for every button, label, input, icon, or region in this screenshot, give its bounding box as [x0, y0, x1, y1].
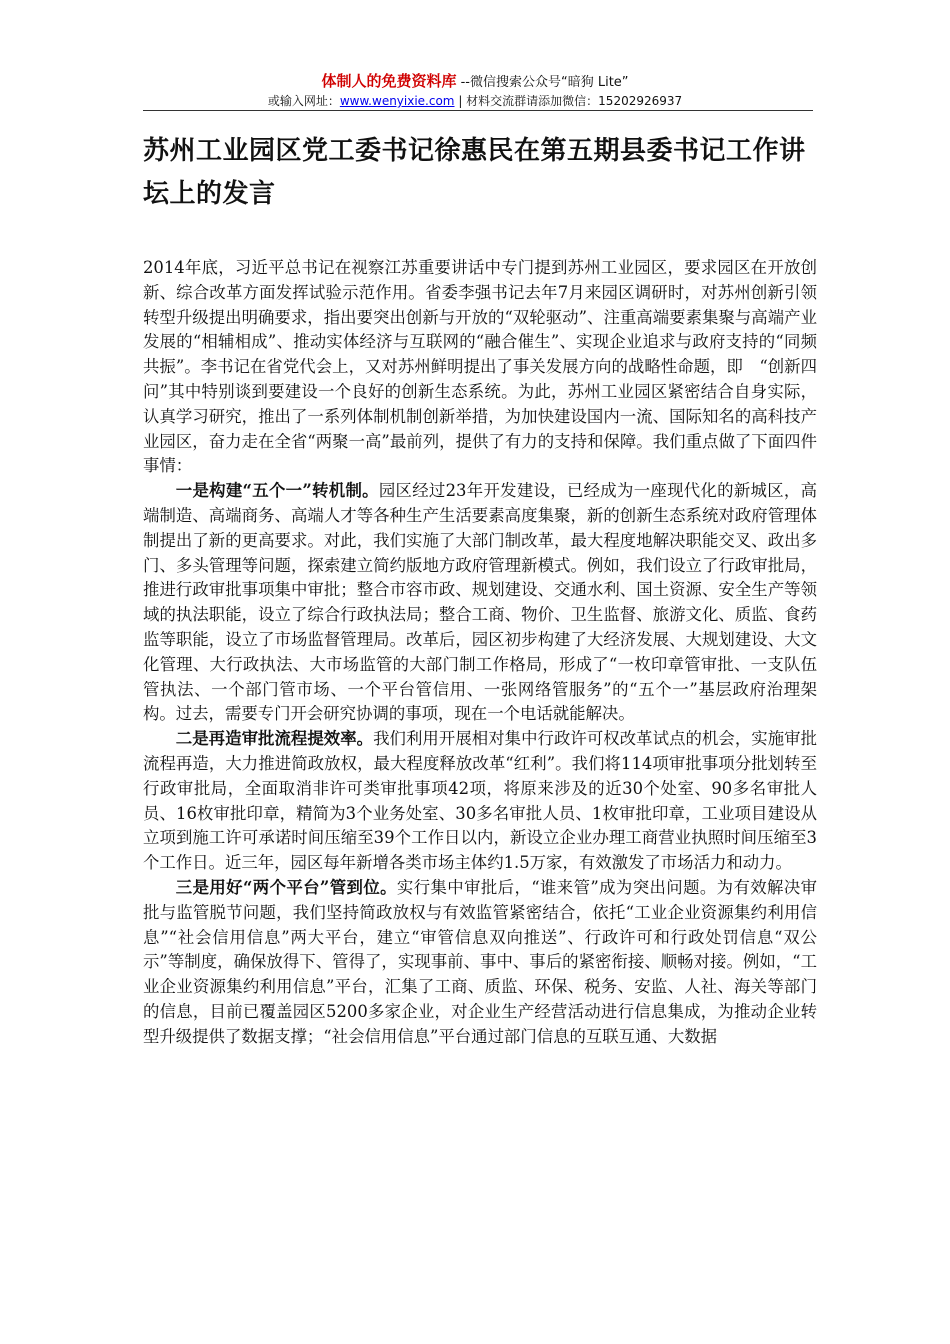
section-1-text: 园区经过23年开发建设，已经成为一座现代化的新城区，高端制造、高端商务、高端人才等各种生产生活要素高度集聚，新的创新生态系统对政府管理体制提出了新的更高要求。对此，我们实施了大部门制改革，最大程度地解决职能交叉、政出多门、多头管理等问题，探索建立简约版地方政府管理新模式。例如，我们设立了行政审批局，推进行政审批事项集中审批；整合市容市政、规划建设、交通水利、国土资源、安全生产等领域的执法职能，设立了综合行政执法局；整合工商、物价、卫生监督、旅游文化、质监、食药监等职能，设立了市场监督管理局。改革后，园区初步构建了大经济发展、大规划建设、大文化管理、大行政执法、大市场监管的大部门制工作格局，形成了“一枚印章管审批、一支队伍管执法、一个部门管市场、一个平台管信用、一张网络管服务”的“五个一”基层政府治理架构。过去，需要专门开会研究协调的事项，现在一个电话就能解决。 [143, 481, 817, 724]
section-3-heading: 三是用好“两个平台”管到位。 [175, 877, 397, 897]
paragraph-section-1 [143, 479, 817, 727]
header-divider [143, 110, 813, 111]
header-tagline: --微信搜索公众号“暗狗 Lite” [456, 75, 629, 90]
document-title: 苏州工业园区党工委书记徐惠民在第五期县委书记工作讲坛上的发言 [143, 136, 806, 209]
paragraph-section-2 [143, 727, 817, 876]
header-line-1 [0, 70, 950, 91]
paragraph-section-3 [143, 876, 817, 1050]
url-prefix: 或输入网址： [267, 94, 340, 108]
url-suffix: | 材料交流群请添加微信：15202926937 [454, 94, 683, 108]
section-2-heading: 二是再造审批流程提效率。 [175, 729, 374, 749]
document-body [143, 256, 817, 1050]
section-3-text: 实行集中审批后，“谁来管”成为突出问题。为有效解决审批与监管脱节问题，我们坚持简政放权与有效监管紧密结合，依托“工业企业资源集约利用信息”“社会信用信息”两大平台，建立“审管信息双向推送”、行政许可和行政处罚信息“双公示”等制度，确保放得下、管得了，实现事前、事中、事后的紧密衔接、顺畅对接。例如，“工业企业资源集约利用信息”平台，汇集了工商、质监、环保、税务、安监、人社、海关等部门的信息，目前已覆盖园区5200多家企业，对企业生产经营活动进行信息集成，为推动企业转型升级提供了数据支撑；“社会信用信息”平台通过部门信息的互联互通、大数据 [143, 877, 818, 1046]
brand-name: 体制人的免费资料库 [321, 72, 457, 90]
paragraph-intro: 2014年底，习近平总书记在视察江苏重要讲话中专门提到苏州工业园区，要求园区在开放创新、综合改革方面发挥试验示范作用。省委李强书记去年7月来园区调研时，对苏州创新引领转型升级提出明确要求，指出要突出创新与开放的“双轮驱动”、注重高端要素集聚与高端产业发展的“相辅相成”、推动实体经济与互联网的“融合催生”、实现企业追求与政府支持的“同频共振”。李书记在省党代会上，又对苏州鲜明提出了事关发展方向的战略性命题，即 “创新四问”其中特别谈到要建设一个良好的创新生态系统。为此，苏州工业园区紧密结合自身实际，认真学习研究，推出了一系列体制机制创新举措，为加快建设国内一流、国际知名的高科技产业园区，奋力走在全省“两聚一高”最前列，提供了有力的支持和保障。我们重点做了下面四件事情： [143, 258, 817, 476]
header-line-2 [0, 92, 950, 109]
section-2-text: 我们利用开展相对集中行政许可权改革试点的机会，实施审批流程再造，大力推进简政放权，最大程度释放改革“红利”。我们将114项审批事项分批划转至行政审批局，全面取消非许可类审批事项42项，将原来涉及的近30个处室、90多名审批人员、16枚审批印章，精简为3个业务处室、30多名审批人员、1枚审批印章，工业项目建设从立项到施工许可承诺时间压缩至39个工作日以内，新设立企业办理工商营业执照时间压缩至3个工作日。近三年，园区每年新增各类市场主体约1.5万家，有效激发了市场活力和动力。 [143, 729, 818, 873]
site-link[interactable]: www.wenyixie.com [339, 94, 455, 108]
section-1-heading: 一是构建“五个一”转机制。 [175, 481, 379, 501]
